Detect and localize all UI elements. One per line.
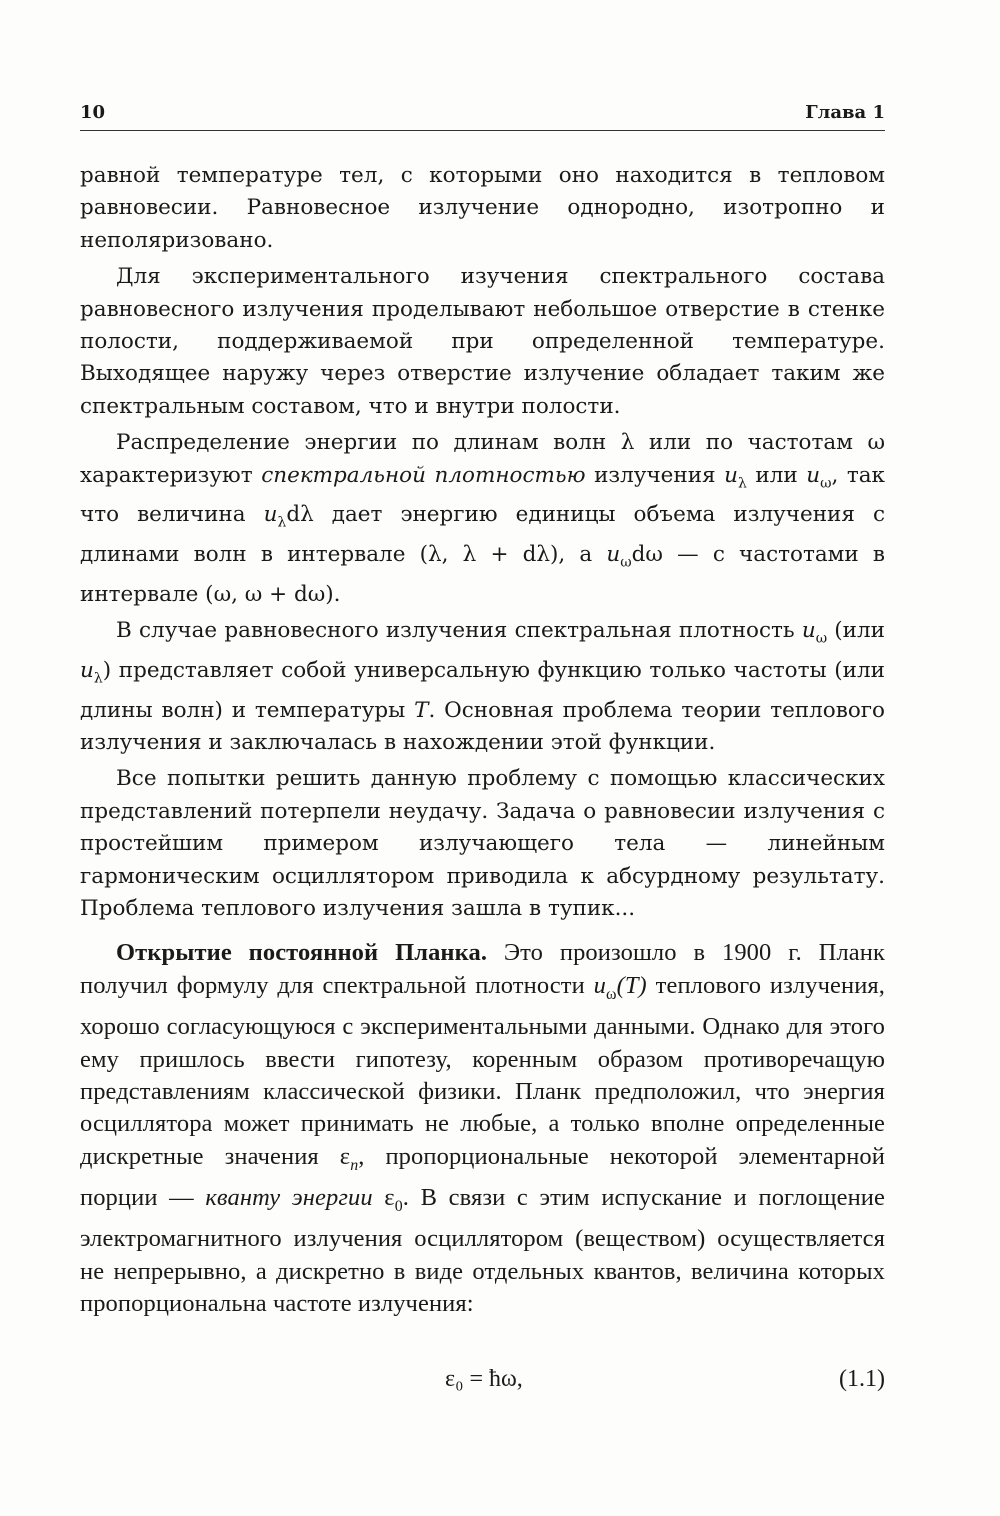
paragraph-5: Все попытки решить данную проблему с помощью классических представлений потерпели неудачу. Задача о равновесии излучения с простейшим примером излучающего тела — линейным гармоническим осциллятором приводила к абсурдному результату. Проблема теплового излучения зашла в тупик... xyxy=(80,766,885,922)
paragraph-2: Для экспериментального изучения спектрального состава равновесного излучения проделывают небольшое отверстие в стенке полости, поддерживаемой при определенной температуре. Выходящее наружу через отверстие излучение обладает таким же спектральным составом, что и внутри полости. xyxy=(80,264,885,419)
section-title: Открытие постоянной Планка. xyxy=(116,939,488,967)
equation-number: (1.1) xyxy=(839,1366,885,1392)
equation-1-1 xyxy=(80,1366,885,1402)
page-body xyxy=(80,160,885,1325)
running-header xyxy=(80,100,885,131)
equation-expression: ε₀ = ħω, xyxy=(445,1366,523,1392)
page-number: 10 xyxy=(80,102,106,123)
paragraph-3: Распределение энергии по длинам волн λ или по частотам ω характеризуют спектральной плотностью излучения $u_\lambda$ или $u_\omega$, так что величина $u_\lambda d\lambda$ дает энергию единицы объема излучения с длинами волн в интервале (λ, λ + dλ), а $u_\omega d\omega$ — с частотами в интервале (ω, ω + dω). xyxy=(80,430,885,607)
chapter-title: Глава 1 xyxy=(805,102,885,123)
section-planck: Открытие постоянной Планка. Это произошло в 1900 г. Планк получил формулу для спектральной плотности $u_\omega(T)$ теплового излучения, хорошо согласующуюся с экспериментальными данными. Однако для этого ему пришлось ввести гипотезу, коренным образом противоречащую представлениям классической физики. Планк предположил, что энергия осциллятора может принимать не любые, а только вполне определенные дискретные значения $\varepsilon_n$, пропорциональные некоторой элементарной порции — кванту энергии $\varepsilon_0$. В связи с этим испускание и поглощение электромагнитного излучения осциллятором (веществом) осуществляется не непрерывно, а дискретно в виде отдельных квантов, величина которых пропорциональна частоте излучения: xyxy=(80,939,885,1318)
paragraph-4: В случае равновесного излучения спектральная плотность $u_\omega$ (или $u_\lambda$) представляет собой универсальную функцию только частоты (или длины волн) и температуры T. Основная проблема теории теплового излучения и заключалась в нахождении этой функции. xyxy=(80,618,885,755)
term-energy-quantum: кванту энергии xyxy=(205,1184,373,1212)
paragraph-1: равной температуре тел, с которыми оно находится в тепловом равновесии. Равновесное излучение однородно, изотропно и неполяризовано. xyxy=(80,163,885,253)
term-spectral-density: спектральной плотностью xyxy=(261,462,586,488)
